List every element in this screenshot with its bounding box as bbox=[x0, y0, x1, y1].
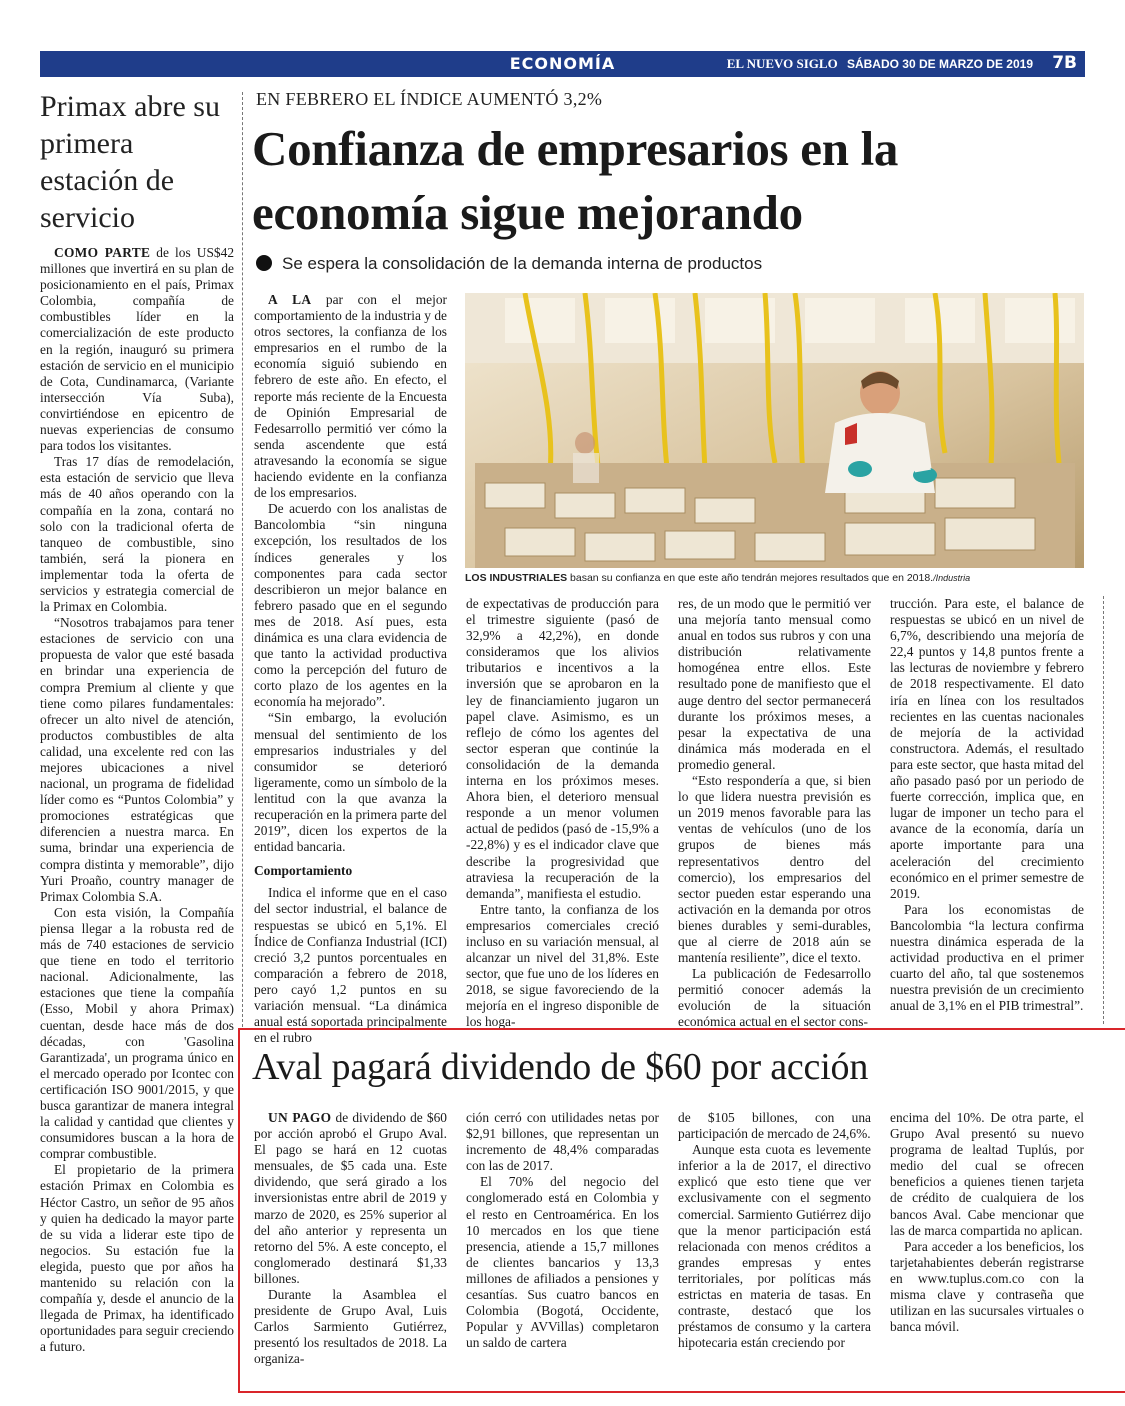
aval-column-3 bbox=[678, 1110, 871, 1351]
paragraph: de $105 billones, con una participación de mercado de 24,6%. bbox=[678, 1110, 871, 1142]
article-kicker: EN FEBRERO EL ÍNDICE AUMENTÓ 3,2% bbox=[256, 89, 603, 109]
side-article-body bbox=[40, 245, 234, 1355]
paragraph: Durante la Asamblea el presidente de Grupo Aval, Luis Carlos Sarmiento Gutiérrez, presentó los resultados de 2018. La organiza- bbox=[254, 1287, 447, 1367]
paragraph: par con el mejor comportamiento de la industria y de otros sectores, la confianza de los empresarios en el rumbo de la economía siguió subiendo en febrero de este año. En efecto, el reporte más reciente de la Encuesta de Opinión Empresarial de Fedesarrollo permitió ver cómo la senda ascendente que está atravesando la economía se sigue haciendo evidente en la confianza de los empresarios. bbox=[254, 292, 447, 501]
paragraph: “Sin embargo, la evolución mensual del sentimiento de los empresarios industriales y del consumidor se deterioró ligeramente, como un símbolo de la lentitud con la que avanza la recuperación en la primera parte del 2019”, dicen los expertos de la entidad bancaria. bbox=[254, 710, 447, 855]
article-column-4 bbox=[890, 596, 1084, 1014]
article-column-3 bbox=[678, 596, 871, 1031]
column-rule bbox=[1103, 596, 1104, 1024]
aval-article-title: Aval pagará dividendo de $60 por acción bbox=[252, 1046, 869, 1088]
paragraph: encima del 10%. De otra parte, el Grupo Aval presentó su nuevo programa de lealtad Tuplús, por medio del cual se ofrecen beneficios a quienes tienen tarjeta de crédito de cualquiera de los bancos Aval. Cabe mencionar que las de marca compartida no aplican. bbox=[890, 1110, 1084, 1238]
paragraph: Tras 17 días de remodelación, esta estación de servicio que lleva más de 40 años operando con la compañía en la zona, contará no solo con la tradicional oferta de tanqueo de combustible, sino también, será la pionera en implementar toda la oferta de servicios y estrategia comercial de la Primax en Colombia. bbox=[40, 454, 234, 615]
aval-lede: UN PAGO bbox=[268, 1110, 332, 1125]
publication-info bbox=[727, 56, 1033, 72]
paragraph: de los US$42 millones que invertirá en su plan de posicionamiento en el país, Primax Colombia, compañía de combustibles líder en la comercialización de este producto en la región, inauguró su primera estación de servicio en el municipio de Cota, Cundinamarca, (Variante intersección Vía Suba), convirtiéndose en epicentro de nuevas experiencias de consumo para todos los visitantes. bbox=[40, 245, 235, 454]
paragraph: Para los economistas de Bancolombia “la lectura confirma nuestra dinámica esperada de la actividad productiva en el primer cuarto del año, tal que sostenemos nuestra previsión de un crecimiento anual de 3,1% en el PIB trimestral”. bbox=[890, 901, 1084, 1014]
publication-date: SÁBADO 30 DE MARZO DE 2019 bbox=[846, 57, 1033, 71]
column-rule bbox=[242, 92, 243, 1027]
section-header-bar bbox=[40, 51, 1085, 77]
paragraph: El propietario de la primera estación Primax en Colombia es Héctor Castro, un señor de 95 años y quien ha dedicado la mayor parte de su vida a liderar este tipo de negocios. Su estación fue la elegida, puesto que por años ha mantenido su relación con la compañía y, desde el anuncio de la llegada de Primax, ha identificado oportunidades para seguir creciendo a futuro. bbox=[40, 1162, 234, 1355]
caption-text: basan su confianza en que este año tendrán mejores resultados que en 2018. bbox=[567, 572, 934, 584]
paragraph: La publicación de Fedesarrollo permitió conocer además la evolución de la situación económica actual en el sector cons- bbox=[678, 966, 871, 1030]
paragraph: ción cerró con utilidades netas por $2,91 billones, que representan un incremento de 48,4% comparadas con las de 2017. bbox=[466, 1110, 659, 1174]
article-column-2 bbox=[466, 596, 659, 1031]
paragraph: Entre tanto, la confianza de los empresarios comerciales creció incluso en su variación mensual, al alcanzar un nivel del 31,8%. Este sector, que fue uno de los líderes en 2018, se sigue favoreciendo de la mejoría en el ingreso disponible de los hoga- bbox=[466, 901, 659, 1030]
paragraph: Aunque esta cuota es levemente inferior a la de 2017, el directivo explicó que esto tiene que ver exclusivamente con el segmento comercial. Sarmiento Gutiérrez dijo que la menor participación está relacionada con menos créditos a grandes empresas y entes territoriales, por políticas más estrictas en materia de tasas. En contraste, destacó que los préstamos de consumo y la cartera hipotecaria están creciendo por bbox=[678, 1142, 871, 1351]
article-lede: A LA bbox=[268, 292, 312, 307]
subhead-text: Se espera la consolidación de la demanda interna de productos bbox=[282, 254, 763, 273]
paragraph: res, de un modo que le permitió ver una mejoría tanto mensual como anual en todos sus rubros y con una distribución relativamente homogénea entre ellos. Este resultado pone de manifiesto que el auge dentro del sector permanecerá durante los próximos meses, a pesar la expectativa de una dinámica más moderada en el promedio general. bbox=[678, 596, 871, 772]
paragraph: trucción. Para este, el balance de respuestas se ubicó en un nivel de 6,7%, describiendo una mejoría de 22,4 puntos y 14,8 puntos frente a las lecturas de noviembre y febrero de 2018 respectivamente. El dato iría en línea con los resultados recientes en las cuentas nacionales de mejoría de la actividad constructora. Además, el resultado para este sector, que hasta mitad del año pasado pasó por un periodo de fuerte corrección, implica que, en lugar de imponer un techo para el avance de la economía, daría un aporte importante para una aceleración del crecimiento económico en el primer semestre de 2019. bbox=[890, 596, 1084, 901]
aval-column-4 bbox=[890, 1110, 1084, 1335]
article-column-1 bbox=[254, 292, 447, 1046]
paragraph: “Esto respondería a que, si bien lo que lidera nuestra previsión es un 2019 menos favorable para las ventas de vehículos (uno de los grupos de bienes más representativos dentro del comercio), los empresarios del sector pueden estar esperando una activación en la demanda por otros bienes durables y semi-durables, que al cierre de 2018 aún se mantenía resiliente”, dice el texto. bbox=[678, 773, 871, 966]
aval-column-2 bbox=[466, 1110, 659, 1351]
paragraph: De acuerdo con los analistas de Bancolombia “sin ninguna excepción, los resultados de los índices generales y los componentes para cada sector describieron un mejor balance en febrero pasado que en el segundo mes de 2018. Así pues, esta dinámica es una clara evidencia de que tanto la actividad productiva como la percepción del futuro de corto plazo de los agentes en la economía ha mejorado”. bbox=[254, 501, 447, 710]
side-article bbox=[40, 88, 234, 1355]
caption-credit: /Industria bbox=[933, 573, 971, 583]
paragraph: de expectativas de producción para el trimestre siguiente (pasó de 32,9% a 42,2%), en donde consideramos que los alivios tributarios e incentivos a la inversión que se aprobaron en la ley de financiamiento jugaron un papel clave. Asimismo, es un reflejo de cómo los agentes del sector esperan que continúe la consolidación de la demanda interna en los próximos meses. Ahora bien, el deterioro mensual responde a un menor volumen actual de pedidos (pasó de -15,9% a -22,8%) y es el indicador clave que describe la progresividad que atraviesa la recuperación de la demanda”, manifiesta el estudio. bbox=[466, 596, 659, 901]
caption-lead: LOS INDUSTRIALES bbox=[465, 572, 568, 584]
paragraph: Indica el informe que en el caso del sector industrial, el balance de respuestas se ubicó en 5,1%. El Índice de Confianza Industrial (ICI) creció 3,2 puntos porcentuales en comparación a febrero de 2018, pero cayó 1,2 puntos en su variación mensual. “La dinámica anual está soportada principalmente en el rubro bbox=[254, 885, 447, 1046]
paragraph: Para acceder a los beneficios, los tarjetahabientes deberán registrarse en www.tuplus.com.co con la misma clave y contraseña que utilizan en las sucursales virtuales o banca móvil. bbox=[890, 1238, 1084, 1335]
section-name: ECONOMÍA bbox=[509, 54, 616, 73]
publication-name: EL NUEVO SIGLO bbox=[726, 56, 838, 71]
bullet-icon bbox=[256, 255, 272, 271]
article-headline: Confianza de empresarios en la economía sigue mejorando bbox=[252, 121, 899, 240]
photo-caption bbox=[465, 572, 1084, 584]
factory-photo bbox=[465, 293, 1084, 568]
side-article-lede: COMO PARTE bbox=[54, 245, 151, 260]
section-subtitle: Comportamiento bbox=[254, 863, 353, 879]
paragraph: El 70% del negocio del conglomerado está en Colombia y el resto en Centroamérica. En los 10 mercados en los que tiene presencia, atiende a 15,7 millones de clientes bancarios y 13,3 millones de afiliados a pensiones y cesantías. Sus cuatro bancos en Colombia (Bogotá, Occidente, Popular y AVVillas) completaron un saldo de cartera bbox=[466, 1174, 659, 1351]
article-subhead bbox=[256, 254, 762, 274]
paragraph: “Nosotros trabajamos para tener estaciones de servicio con una propuesta de valor que esté basada en brindar una experiencia de compra Premium al cliente y que tiene como pilares fundamentales: ofrecer un alto nivel de atención, productos combustibles de alta calidad, una excelente red con las mejores ubicaciones a nivel nacional, un programa de fidelidad líder como es “Puntos Colombia” y promociones estratégicas que diferencien a nuestra marca. En suma, brindar una experiencia de compra distinta y memorable”, dijo Yuri Proaño, country manager de Primax Colombia S.A. bbox=[40, 615, 234, 904]
paragraph: de dividendo de $60 por acción aprobó el Grupo Aval. El pago se hará en 12 cuotas mensuales, de $5 cada una. Este dividendo, que será girado a los inversionistas entre abril de 2019 y marzo de 2020, es 25% superior al del año anterior y representa un retorno del 5%. A este concepto, el conglomerado destinará $1,33 billones. bbox=[254, 1110, 448, 1286]
page-number: 7B bbox=[1052, 53, 1077, 73]
side-article-title: Primax abre su primera estación de servicio bbox=[40, 90, 220, 234]
factory-workers-illustration bbox=[465, 293, 1084, 568]
aval-column-1 bbox=[254, 1110, 447, 1368]
paragraph: Con esta visión, la Compañía piensa llegar a la robusta red de más de 740 estaciones de servicio que tiene en todo el territorio nacional. Adicionalmente, las estaciones que tiene la compañía (Esso, Mobil y ahora Primax) cuentan, desde hace más de dos décadas, con 'Gasolina Garantizada', un programa único en el mercado operado por Icontec con certificación ISO 9001/2015, y que busca garantizar de manera integral la calidad y cantidad que clientes y consumidores buscan a la hora de comprar combustible. bbox=[40, 904, 234, 1162]
